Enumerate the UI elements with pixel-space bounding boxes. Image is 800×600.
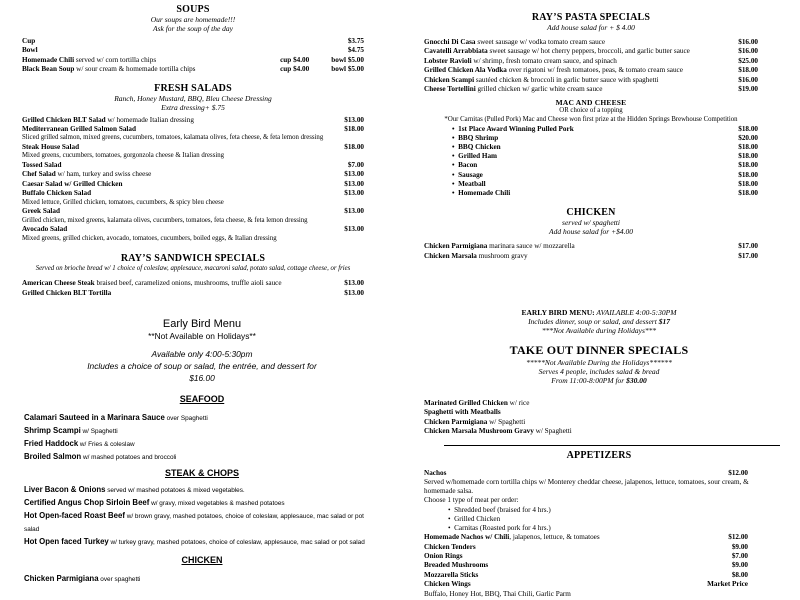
item-prices (348, 37, 364, 46)
salads-list (22, 116, 364, 244)
topping-row (452, 171, 758, 180)
menu-item-row (22, 225, 364, 234)
item-label (22, 225, 67, 234)
appetizers-heading: APPETIZERS (566, 449, 632, 461)
early-bird-banner (424, 308, 774, 317)
sandwich-heading: RAY’S SANDWICH SPECIALS (120, 253, 266, 265)
item-label (22, 116, 194, 125)
topping-row (452, 189, 758, 198)
topping-name: • 1st Place Award Winning Pulled Pork (452, 124, 574, 133)
pasta-list (424, 38, 758, 94)
item-name: Grilled Chicken Ala Vodka (424, 66, 507, 75)
menu-item-row (22, 161, 364, 170)
item-price: $7.00 (731, 552, 748, 561)
meat-option: • Carnitas (Roasted pork for 4 hrs.) (448, 524, 551, 533)
menu-item-row (22, 125, 364, 134)
item-label (424, 399, 529, 408)
item-label (424, 47, 690, 56)
item-desc: w/ Spaghetti (80, 428, 118, 435)
item-prices (280, 65, 364, 74)
toppings-list (424, 125, 758, 199)
item-price: $25.00 (738, 56, 758, 65)
seafood-heading: SEAFOOD (179, 394, 225, 404)
soups-note: Our soups are homemade!!! (150, 15, 236, 24)
item-desc: over Spaghetti (164, 415, 208, 422)
item-name: Hot Open-faced Roast Beef (24, 511, 125, 520)
item-price: $12.00 (728, 468, 748, 477)
item-prices (280, 56, 364, 65)
item-label (22, 289, 111, 298)
item-name: Onion Rings (424, 552, 463, 561)
topping-name: • Sausage (452, 170, 483, 179)
chicken-list (424, 242, 758, 261)
topping-price: $18.00 (738, 189, 758, 198)
item-name: Chicken Parmigiana (424, 242, 488, 251)
mac-heading-visible: MAC AND CHEESE (555, 98, 627, 108)
topping-price: $20.00 (738, 133, 758, 142)
menu-item-row (22, 207, 364, 216)
item-name: Grilled Chicken BLT Salad (22, 115, 106, 124)
item-label (424, 590, 571, 599)
menu-item-row (424, 552, 774, 561)
item-subtext: Sliced grilled salmon, mixed greens, cucumbers, tomatoes, kalamata olives, feta cheese, & feta lemon dressing (22, 134, 324, 142)
item-label (424, 543, 476, 552)
item-name: Mozzarella Sticks (424, 570, 479, 579)
item-name: Chef Salad (22, 170, 56, 179)
menu-item-row (424, 427, 774, 436)
item-name: Black Bean Soup (22, 65, 75, 74)
item-price: $13.00 (344, 225, 364, 234)
sandwich-list (22, 279, 364, 298)
item-desc: w/ gravy, mixed vegetables & mashed potatoes (149, 500, 285, 507)
item-price: $19.00 (738, 85, 758, 94)
menu-item-row (22, 189, 364, 198)
item-desc: grilled chicken w/ garlic white cream sauce (475, 85, 603, 94)
toppings-label: OR choice of a topping (559, 107, 623, 115)
item-label (424, 408, 501, 417)
menu-item-row (424, 399, 774, 408)
menu-item-row (22, 37, 364, 46)
menu-item-row (22, 116, 364, 125)
takeout-note: From 11:00-8:00PM for $30.00 (551, 376, 647, 385)
item-name: Greek Salad (22, 207, 61, 216)
nachos-row (424, 469, 774, 478)
item-name: Grilled Chicken BLT Tortilla (22, 288, 112, 297)
menu-item-row (424, 38, 758, 47)
item-name: Bowl (22, 46, 38, 55)
item-label (424, 66, 683, 75)
topping-name: • Meatball (452, 179, 486, 188)
item-desc: mushroom gravy (476, 251, 528, 260)
takeout-note: Serves 4 people, includes salad & bread (538, 367, 660, 376)
item-price: $13.00 (344, 170, 364, 179)
item-label (424, 418, 525, 427)
topping-row (452, 125, 758, 134)
item-price: $18.00 (738, 66, 758, 75)
menu-item-row (424, 533, 774, 542)
sandwich-note: Served on brioche bread w/ 1 choice of coleslaw, applesauce, macaroni salad, potato salad, cottage cheese, or fries (35, 265, 351, 273)
early-bird-price: $16.00 (189, 373, 215, 383)
item-price-cup: cup $4.00 (280, 55, 310, 64)
item-name: Chicken Wings (424, 580, 471, 589)
item-name: Gnocchi Di Casa (424, 38, 476, 46)
topping-price: $18.00 (738, 152, 758, 161)
item-price: $12.00 (728, 533, 748, 542)
early-bird-includes: Includes a choice of soup or salad, the entrée, and dessert for (87, 361, 317, 371)
early-chicken-list (24, 573, 380, 586)
item-name: Cheese Tortellini (424, 85, 476, 94)
topping-name: • BBQ Shrimp (452, 133, 499, 142)
item-label (424, 580, 471, 589)
item-name: Calamari Sauteed in a Marinara Sauce (24, 413, 165, 422)
item-name: Lobster Ravioli (424, 56, 472, 65)
item-label (424, 76, 659, 85)
item-name: Liver Bacon & Onions (24, 485, 106, 494)
item-desc: w/ Spaghetti (487, 417, 526, 426)
item-price: $13.00 (344, 189, 364, 198)
item-price: $3.75 (347, 37, 364, 45)
item-name: Mediterranean Grilled Salmon Salad (22, 125, 136, 134)
menu-item-row (424, 85, 758, 94)
item-name: Tossed Salad (22, 161, 62, 170)
menu-page-early-bird (0, 300, 400, 600)
topping-price: $18.00 (738, 161, 758, 170)
item-name: Cavatelli Arrabbiata (424, 47, 488, 56)
item-desc: sweet sausage w/ hot cherry peppers, broccoli, and garlic butter sauce (487, 47, 690, 56)
early-bird-holiday: **Not Available on Holidays** (148, 331, 256, 341)
item-price: $13.00 (344, 115, 364, 124)
topping-name: • Bacon (452, 161, 478, 170)
item-desc: w/ Spaghetti (533, 427, 572, 436)
item-name: American Cheese Steak (22, 279, 95, 288)
item-price: $13.00 (344, 279, 364, 288)
item-name: Marinated Grilled Chicken (424, 399, 508, 407)
item-name: Shrimp Scampi (24, 426, 81, 435)
item-price: $13.00 (344, 179, 364, 188)
early-bird-hours: Available only 4:00-5:30pm (151, 349, 253, 359)
item-label (22, 46, 38, 55)
menu-item-row (22, 56, 364, 65)
item-name: Hot Open faced Turkey (24, 537, 109, 546)
item-desc: served w/ corn tortilla chips (74, 55, 157, 64)
menu-item-row (424, 571, 774, 580)
menu-item-row (22, 289, 364, 298)
meats-list (424, 506, 774, 534)
item-desc: braised beef, caramelized onions, mushrooms, truffle aioli sauce (94, 279, 282, 288)
item-label (22, 180, 123, 189)
chicken-heading: CHICKEN (566, 207, 616, 219)
menu-item-row (424, 242, 758, 251)
item-desc: w/ Fries & coleslaw (78, 441, 135, 448)
menu-item-row (22, 279, 364, 288)
carnitas-note: *Our Carnitas (Pulled Pork) Mac and Cheese won first prize at the Hidden Springs Brewhouse Competition (444, 116, 738, 124)
item-label (22, 37, 35, 46)
early-bird-title: Early Bird Menu (162, 318, 242, 330)
takeout-heading: TAKE OUT DINNER SPECIALS (509, 343, 689, 357)
item-name: Chicken Marsala Mushroom Gravy (424, 427, 534, 436)
item-desc: w/ brown gravy, mashed potatoes, choice of coleslaw, applesauce, mac salad or pot salad (24, 513, 364, 533)
item-name: Broiled Salmon (24, 452, 82, 461)
item-label (424, 242, 575, 251)
nachos-desc: Served w/homemade corn tortilla chips w/ Monterey cheddar cheese, jalapenos, lettuce, tomatoes, sour cream, & homemade salsa. (424, 478, 749, 496)
topping-name: • BBQ Chicken (452, 143, 501, 152)
item-name: Avocado Salad (22, 225, 68, 234)
early-bird-item (24, 573, 380, 586)
item-desc: served w/ mashed potatoes & mixed vegetables. (105, 487, 245, 494)
item-label (22, 189, 91, 198)
menu-item-row (22, 46, 364, 55)
menu-item-row (424, 47, 758, 56)
item-subtext: Mixed greens, cucumbers, tomatoes, gorgonzola cheese & Italian dressing (22, 152, 225, 160)
soups-note: Ask for the soup of the day (153, 24, 233, 33)
item-desc: w/ rice (507, 399, 530, 407)
item-name: Chicken Parmigiana (24, 574, 99, 583)
item-desc: sautéed chicken & broccoli in garlic butter sauce with spaghetti (474, 75, 659, 84)
item-label (424, 561, 488, 570)
early-bird-banner-hours: AVAILABLE 4:00-5:30PM (594, 308, 677, 317)
pasta-heading: RAY’S PASTA SPECIALS (531, 12, 651, 23)
menu-page-soups-salads (0, 0, 400, 300)
topping-row (452, 152, 758, 161)
early-bird-item (24, 438, 380, 451)
item-desc: w/ mashed potatoes and broccoli (81, 454, 177, 461)
item-prices (348, 46, 364, 55)
steak-list (24, 484, 380, 549)
item-desc: Buffalo, Honey Hot, BBQ, Thai Chili, Garlic Parm (424, 589, 571, 598)
item-label (424, 571, 478, 580)
item-name: Nachos (424, 468, 447, 477)
item-label (424, 552, 463, 561)
item-price: $9.00 (731, 542, 748, 551)
item-price-cup: cup $4.00 (280, 65, 310, 74)
item-price: $8.00 (731, 570, 748, 579)
item-desc: marinara sauce w/ mozzarella (487, 242, 575, 251)
item-name: Spaghetti with Meatballs (424, 408, 501, 417)
item-price: bowl $5.00 (331, 65, 364, 74)
item-label (22, 207, 60, 216)
item-label (22, 65, 195, 74)
item-name: Cup (22, 37, 36, 45)
item-desc: w/ homemade Italian dressing (105, 115, 194, 124)
topping-price: $18.00 (738, 124, 758, 133)
item-price: $16.00 (738, 75, 758, 84)
topping-row (452, 180, 758, 189)
item-desc: w/ shrimp, fresh tomato cream sauce, and spinach (471, 56, 617, 65)
chicken-note: Add house salad for +$4.00 (548, 227, 634, 237)
soups-list (22, 37, 364, 75)
item-price: Market Price (707, 580, 748, 589)
takeout-note: *****Not Available During the Holidays****** (526, 358, 672, 367)
topping-name: • Grilled Ham (452, 152, 498, 161)
menu-item-row (22, 170, 364, 179)
item-subtext: Mixed lettuce, Grilled chicken, tomatoes, cucumbers, & spicy bleu cheese (22, 198, 224, 206)
item-desc: w/ sour cream & homemade tortilla chips (74, 65, 196, 74)
meat-option: • Grilled Chicken (448, 514, 501, 523)
menu-item-row (424, 408, 774, 417)
menu-item-row (424, 418, 774, 427)
item-desc: w/ turkey gravy, mashed potatoes, choice of coleslaw, applesauce, mac salad or pot salad (108, 539, 365, 546)
menu-item-row (424, 57, 758, 66)
seafood-list (24, 412, 380, 464)
item-desc: w/ ham, turkey and swiss cheese (55, 170, 152, 179)
item-name: Buffalo Chicken Salad (22, 189, 92, 198)
menu-item-row (22, 143, 364, 152)
early-bird-item (24, 536, 380, 549)
item-price: $18.00 (344, 143, 364, 152)
early-bird-banner-includes: Includes dinner, soup or salad, and dessert $17 (528, 317, 670, 326)
topping-name: • Homemade Chili (452, 189, 511, 198)
item-price: $13.00 (344, 207, 364, 216)
menu-item-row (22, 180, 364, 189)
item-name: Chicken Parmigiana (424, 417, 488, 426)
item-label (424, 57, 617, 66)
item-desc: over rigatoni w/ fresh tomatoes, peas, & tomato cream sauce (506, 66, 683, 75)
appetizers-list (424, 533, 774, 599)
menu-item-row (424, 590, 774, 599)
menu-page-pasta (400, 0, 800, 300)
pasta-note: Add house salad for + $ 4.00 (547, 23, 635, 32)
steak-heading: STEAK & CHOPS (164, 468, 239, 478)
nachos-choose: Choose 1 type of meat per order: (424, 496, 519, 505)
salads-note: Ranch, Honey Mustard, BBQ, Bleu Cheese Dressing (114, 93, 272, 103)
salads-note: Extra dressing+ $.75 (161, 102, 225, 112)
item-label (424, 252, 528, 261)
item-desc: , jalapenos, lettuce, & tomatoes (509, 533, 600, 542)
item-price: $16.00 (738, 47, 758, 56)
item-price: $7.00 (347, 161, 364, 170)
topping-price: $18.00 (738, 170, 758, 179)
item-price: $17.00 (738, 251, 758, 260)
early-bird-banner-holiday: ***Not Available during Holidays*** (541, 326, 657, 335)
menu-item-row (424, 580, 774, 589)
item-price: $18.00 (344, 125, 364, 134)
menu-item-row (424, 252, 758, 261)
early-bird-item (24, 412, 380, 425)
item-label (424, 533, 600, 542)
item-label (22, 161, 62, 170)
early-bird-item (24, 425, 380, 438)
item-desc: sweet sausage w/ vodka tomato cream sauce (475, 38, 606, 46)
topping-row (452, 134, 758, 143)
item-label (22, 170, 151, 179)
item-label (22, 279, 282, 288)
early-chicken-heading: CHICKEN (181, 555, 223, 565)
item-name: Homemade Chili (22, 55, 75, 64)
early-bird-item (24, 451, 380, 464)
early-bird-banner-label: EARLY BIRD MENU: (521, 308, 595, 317)
menu-page-takeout-appetizers (400, 300, 800, 600)
item-label (424, 38, 605, 47)
item-price: bowl $5.00 (331, 55, 364, 64)
menu-item-row (22, 65, 364, 74)
topping-price: $18.00 (738, 143, 758, 152)
item-name: Caesar Salad w/ Grilled Chicken (22, 179, 123, 188)
item-name: Fried Haddock (24, 439, 79, 448)
item-name: Steak House Salad (22, 143, 80, 152)
item-price: $4.75 (347, 46, 364, 55)
item-label (424, 85, 602, 94)
item-name: Chicken Tenders (424, 542, 476, 551)
item-label (22, 125, 136, 134)
topping-row (452, 161, 758, 170)
item-name: Certified Angus Chop Sirloin Beef (24, 498, 150, 507)
topping-row (452, 143, 758, 152)
item-name: Chicken Marsala (424, 251, 477, 260)
salads-heading: FRESH SALADS (154, 82, 232, 94)
menu-item-row (424, 76, 758, 85)
item-desc: over spaghetti (98, 576, 141, 583)
item-label (22, 56, 156, 65)
item-label (424, 427, 572, 436)
item-name: Breaded Mushrooms (424, 561, 489, 570)
item-name: Homemade Nachos w/ Chili (424, 533, 510, 542)
early-bird-item (24, 484, 380, 497)
item-label (22, 143, 79, 152)
item-subtext: Grilled chicken, mixed greens, kalamata olives, cucumbers, tomatoes, feta cheese, & feta lemon dressing (22, 216, 308, 224)
menu-item-row (424, 66, 758, 75)
chicken-note: served w/ spaghetti (562, 218, 620, 228)
soups-heading: SOUPS (176, 4, 210, 15)
item-price: $16.00 (738, 38, 758, 46)
menu-item-row (424, 561, 774, 570)
topping-price: $18.00 (738, 179, 758, 188)
item-price: $9.00 (731, 561, 748, 570)
item-name: Chicken Scampi (424, 75, 475, 84)
early-bird-item (24, 497, 380, 510)
early-bird-item (24, 510, 380, 536)
item-price: $13.00 (344, 288, 364, 297)
item-price: $17.00 (738, 242, 758, 251)
meat-option: • Shredded beef (braised for 4 hrs.) (448, 505, 551, 514)
menu-item-row (424, 543, 774, 552)
item-subtext: Mixed greens, grilled chicken, avocado, tomatoes, cucumbers, boiled eggs, & Italian dressing (22, 234, 277, 242)
takeout-list (424, 399, 774, 437)
